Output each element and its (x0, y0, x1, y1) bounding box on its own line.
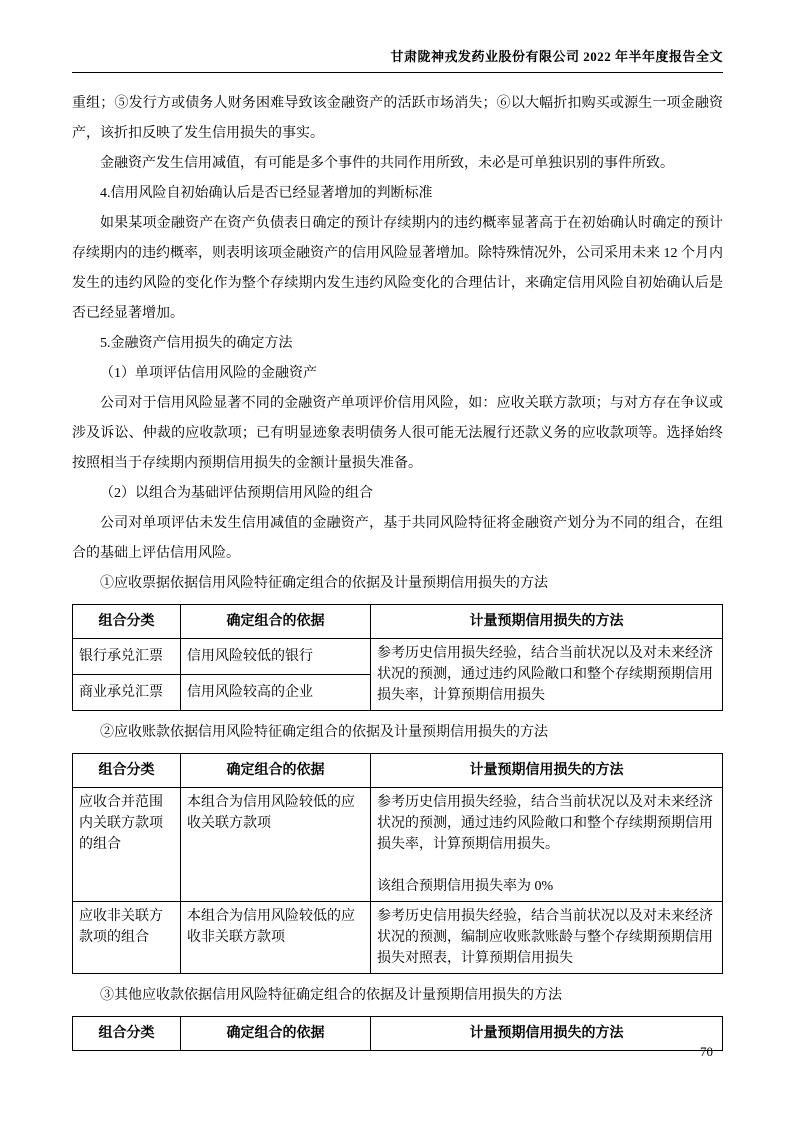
paragraph-individual-assessment: 公司对于信用风险显著不同的金融资产单项评价信用风险，如：应收关联方款项；与对方存在争议或涉及诉讼、仲裁的应收款项；已有明显迹象表明债务人很可能无法履行还款义务的应收款项等。选择始终按照相当于存续期内预期信用损失的金额计量损失准备。 (72, 396, 723, 471)
table2-row2-method-cell: 参考历史信用损失经验，结合当前状况以及对未来经济状况的预测，编制应收账款账龄与整个存续期预期信用损失对照表，计算预期信用损失 (371, 902, 723, 974)
paragraph-continuation: 重组；⑤发行方或债务人财务困难导致该金融资产的活跃市场消失；⑥以大幅折扣购买或源生一项金融资产，该折扣反映了发生信用损失的事实。 (72, 96, 723, 141)
table1-row2-basis: 信用风险较高的企业 (181, 675, 371, 711)
table3-caption: ③其他应收款依据信用风险特征确定组合的依据及计量预期信用损失的方法 (100, 988, 562, 1003)
table1-caption: ①应收票据依据信用风险特征确定组合的依据及计量预期信用损失的方法 (100, 576, 548, 591)
document-header (72, 46, 723, 73)
table1-row2-category: 商业承兑汇票 (73, 675, 181, 711)
table2-header-method: 计量预期信用损失的方法 (371, 754, 723, 788)
accounts-receivable-table (72, 753, 723, 974)
header-title: 甘肃陇神戎发药业股份有限公司 2022 年半年度报告全文 (390, 49, 723, 64)
table2-caption: ②应收账款依据信用风险特征确定组合的依据及计量预期信用损失的方法 (100, 725, 548, 740)
table2-row1-basis: 本组合为信用风险较低的应收关联方款项 (181, 788, 371, 902)
table1-method-cell: 参考历史信用损失经验，结合当前状况以及对未来经济状况的预测，通过违约风险敞口和整个存续期预期信用损失率，计算预期信用损失 (371, 639, 723, 711)
page-number: 70 (700, 1044, 713, 1059)
table3-header-basis: 确定组合的依据 (181, 1017, 371, 1051)
document-body (72, 89, 723, 1051)
heading-item-4: 4.信用风险自初始确认后是否已经显著增加的判断标准 (100, 186, 433, 201)
table2-header-basis: 确定组合的依据 (181, 754, 371, 788)
notes-receivable-table (72, 604, 723, 711)
table-header-row (73, 1017, 723, 1051)
paragraph-credit-risk: 如果某项金融资产在资产负债表日确定的预计存续期内的违约概率显著高于在初始确认时确定的预计存续期内的违约概率，则表明该项金融资产的信用风险显著增加。除特殊情况外，公司采用未来 12 个月内发生的违约风险的变化作为整个存续期内发生违约风险变化的合理估计，来确定信用风险自初始确认后是否已经显著增加。 (72, 216, 723, 321)
table-row (73, 902, 723, 974)
table1-header-basis: 确定组合的依据 (181, 605, 371, 639)
table-row (73, 788, 723, 902)
heading-sub-1: （1）单项评估信用风险的金融资产 (100, 366, 317, 381)
table1-row1-basis: 信用风险较低的银行 (181, 639, 371, 675)
other-receivables-table (72, 1016, 723, 1051)
table2-header-category: 组合分类 (73, 754, 181, 788)
table-header-row (73, 605, 723, 639)
paragraph-portfolio-assessment: 公司对单项评估未发生信用减值的金融资产，基于共同风险特征将金融资产划分为不同的组合，在组合的基础上评估信用风险。 (72, 516, 723, 561)
table1-header-method: 计量预期信用损失的方法 (371, 605, 723, 639)
table2-row2-category: 应收非关联方款项的组合 (73, 902, 181, 974)
heading-sub-2: （2）以组合为基础评估预期信用风险的组合 (100, 486, 373, 501)
table3-header-category: 组合分类 (73, 1017, 181, 1051)
table1-row1-category: 银行承兑汇票 (73, 639, 181, 675)
table-row (73, 639, 723, 675)
table2-row2-basis: 本组合为信用风险较低的应收非关联方款项 (181, 902, 371, 974)
paragraph-impairment: 金融资产发生信用减值，有可能是多个事件的共同作用所致，未必是可单独识别的事件所致。 (100, 156, 674, 171)
table2-row1-category: 应收合并范围内关联方款项的组合 (73, 788, 181, 902)
heading-item-5: 5.金融资产信用损失的确定方法 (100, 336, 293, 351)
table2-row1-method-text: 参考历史信用损失经验，结合当前状况以及对未来经济状况的预测，通过违约风险敞口和整个存续期预期信用损失率，计算预期信用损失。 (377, 795, 713, 852)
table3-header-method: 计量预期信用损失的方法 (371, 1017, 723, 1051)
table2-row1-method-cell (371, 788, 723, 902)
table2-row1-loss-rate-text: 该组合预期信用损失率为 0% (377, 879, 554, 894)
table1-header-category: 组合分类 (73, 605, 181, 639)
table-header-row (73, 754, 723, 788)
